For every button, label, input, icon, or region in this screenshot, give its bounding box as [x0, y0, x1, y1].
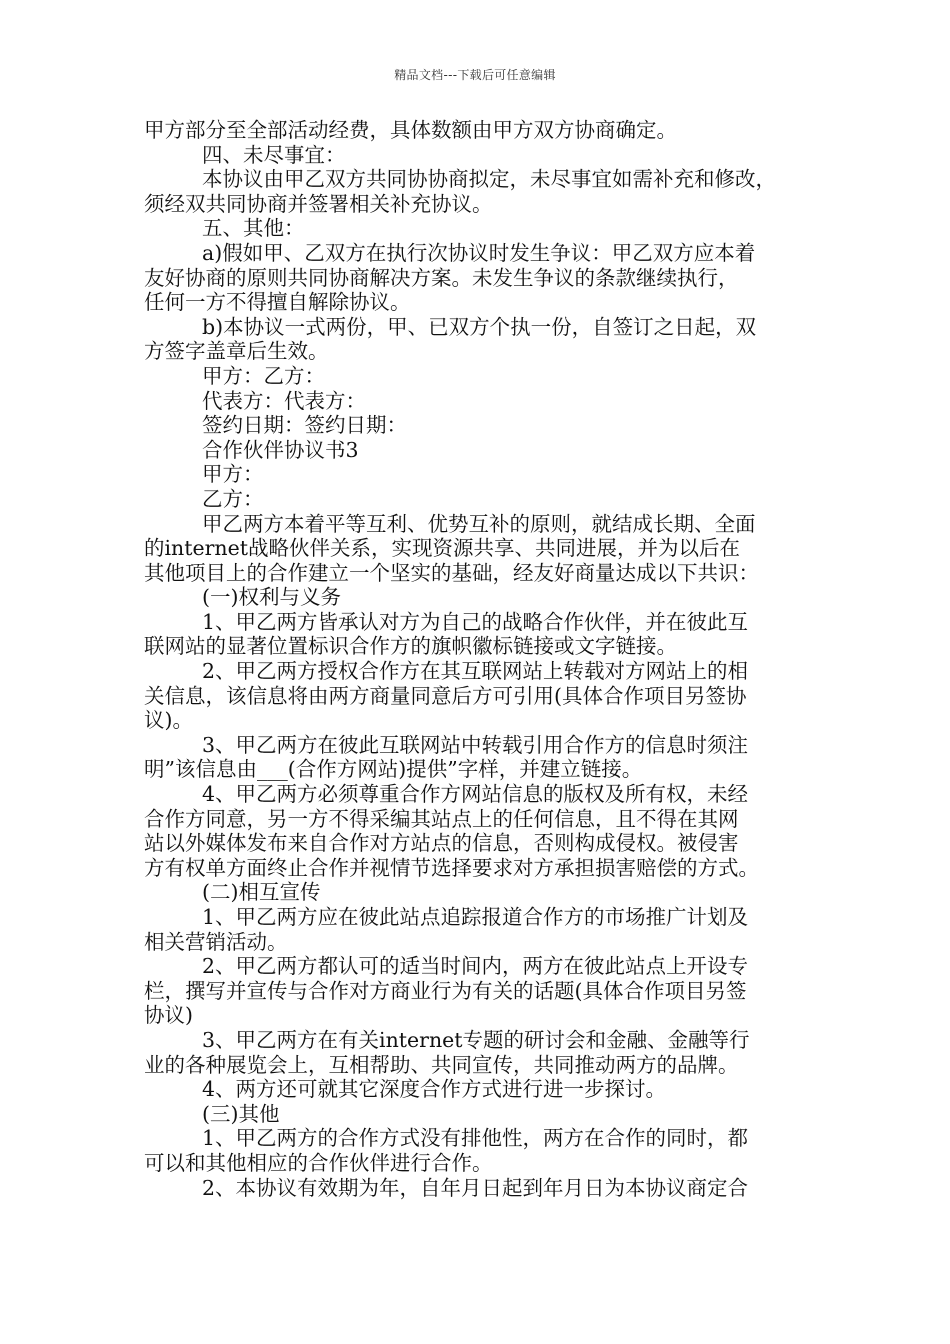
- text-line: 明”该信息由___(合作方网站)提供”字样，并建立链接。: [144, 757, 643, 782]
- text-line: 任何一方不得擅自解除协议。: [144, 290, 411, 315]
- text-line: 方签字盖章后生效。: [144, 339, 329, 364]
- text-line: b)本协议一式两份，甲、已双方个执一份，自签订之日起，双: [202, 314, 757, 339]
- text-line: 关信息，该信息将由两方商量同意后方可引用(具体合作项目另签协: [144, 683, 747, 708]
- text-line: 4、两方还可就其它深度合作方式进行进一步探讨。: [202, 1077, 667, 1102]
- text-line: (二)相互宣传: [202, 880, 321, 905]
- text-line: 议)。: [144, 708, 193, 733]
- text-line: 代表方：代表方：: [202, 388, 366, 413]
- text-line: 可以和其他相应的合作伙伴进行合作。: [144, 1150, 493, 1175]
- text-line: 甲乙两方本着平等互利、优势互补的原则，就结成长期、全面: [202, 511, 756, 536]
- text-line: 联网站的显著位置标识合作方的旗帜徽标链接或文字链接。: [144, 634, 677, 659]
- text-line: 1、甲乙两方皆承认对方为自己的战略合作伙伴，并在彼此互: [202, 609, 749, 634]
- text-line: 2、本协议有效期为年，自年月日起到年月日为本协议商定合: [202, 1175, 749, 1200]
- text-line: 协议): [144, 1003, 193, 1028]
- text-line: 相关营销活动。: [144, 929, 288, 954]
- text-line: 站以外媒体发布来自合作对方站点的信息，否则构成侵权。被侵害: [144, 831, 739, 856]
- text-line: 业的各种展览会上，互相帮助、共同宣传，共同推动两方的品牌。: [144, 1052, 739, 1077]
- text-line: 签约日期：签约日期：: [202, 413, 407, 438]
- text-line: 的internet战略伙伴关系，实现资源共享、共同进展，并为以后在: [144, 536, 740, 561]
- text-line: 2、甲乙两方授权合作方在其互联网站上转载对方网站上的相: [202, 659, 749, 684]
- text-line: 四、未尽事宜：: [202, 142, 346, 167]
- text-line: 其他项目上的合作建立一个坚实的基础，经友好商量达成以下共识：: [144, 560, 759, 585]
- text-line: 栏，撰写并宣传与合作对方商业行为有关的话题(具体合作项目另签: [144, 978, 747, 1003]
- text-line: (三)其他: [202, 1101, 280, 1126]
- page-header: 精品文档---下载后可任意编辑: [394, 68, 556, 82]
- text-line: (一)权利与义务: [202, 585, 341, 610]
- text-line: 本协议由甲乙双方共同协协商拟定，未尽事宜如需补充和修改，: [202, 167, 776, 192]
- text-line: 五、其他：: [202, 216, 305, 241]
- text-line: 3、甲乙两方在有关internet专题的研讨会和金融、金融等行: [202, 1027, 750, 1052]
- text-line: 1、甲乙两方的合作方式没有排他性，两方在合作的同时，都: [202, 1126, 749, 1151]
- text-line: 4、甲乙两方必须尊重合作方网站信息的版权及所有权，未经: [202, 782, 749, 807]
- text-line: 2、甲乙两方都认可的适当时间内，两方在彼此站点上开设专: [202, 954, 749, 979]
- text-line: 须经双共同协商并签署相关补充协议。: [144, 191, 493, 216]
- text-line: 合作方同意，另一方不得采编其站点上的任何信息，且不得在其网: [144, 806, 739, 831]
- text-line: 方有权单方面终止合作并视情节选择要求对方承担损害赔偿的方式。: [144, 855, 759, 880]
- text-line: 1、甲乙两方应在彼此站点追踪报道合作方的市场推广计划及: [202, 905, 749, 929]
- text-line: 乙方：: [202, 486, 264, 511]
- text-line: a)假如甲、乙双方在执行次协议时发生争议：甲乙双方应本着: [202, 240, 756, 265]
- text-line: 合作伙伴协议书3: [202, 437, 359, 462]
- text-line: 甲方部分至全部活动经费，具体数额由甲方双方协商确定。: [144, 118, 677, 142]
- document-body: [144, 118, 812, 1200]
- text-line: 3、甲乙两方在彼此互联网站中转载引用合作方的信息时须注: [202, 732, 749, 757]
- text-line: 甲方：乙方：: [202, 363, 325, 388]
- text-line: 友好协商的原则共同协商解决方案。未发生争议的条款继续执行，: [144, 265, 739, 290]
- text-line: 甲方：: [202, 462, 264, 487]
